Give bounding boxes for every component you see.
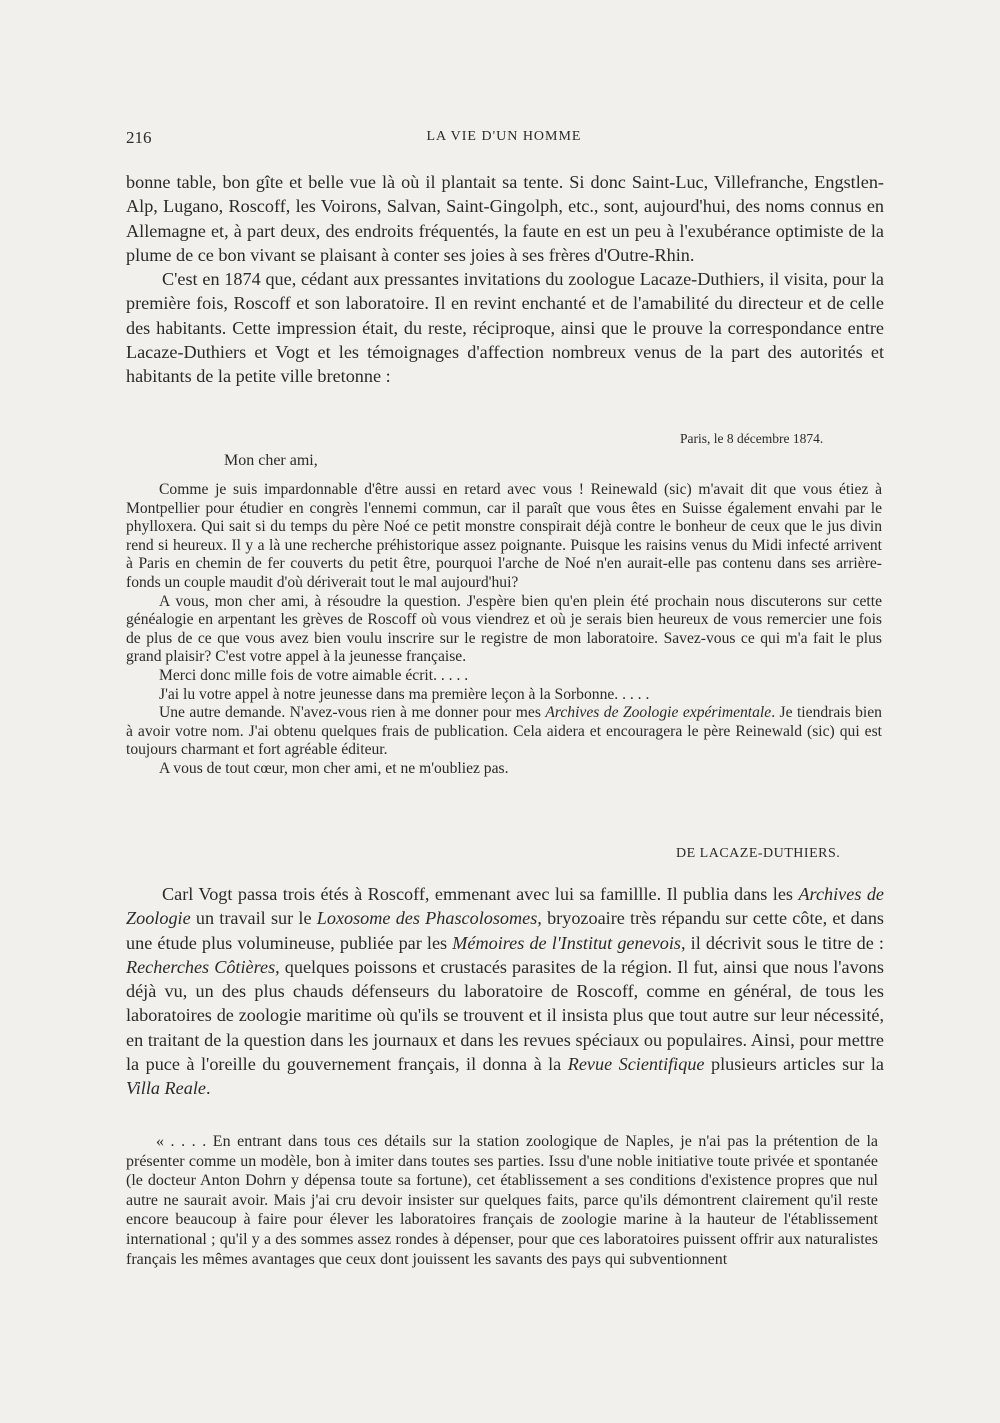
text-run: Carl Vogt passa trois étés à Roscoff, emmenant avec lui sa famillle. Il publia dans les (162, 884, 799, 904)
letter-body (126, 481, 882, 779)
main-section (126, 882, 884, 1101)
text-run: Une autre demande. N'avez-vous rien à me donner pour mes (159, 704, 546, 722)
page-number: 216 (126, 128, 152, 147)
paragraph-1: bonne table, bon gîte et belle vue là où il plantait sa tente. Si donc Saint-Luc, Villefranche, Engstlen-Alp, Lugano, Roscoff, les Voirons, Salvan, Saint-Gingolph, etc., sont, aujourd'hui, des noms connus en Allemagne et, à part deux, des endroits fréquentés, la faute en est un peu à l'exubérance optimiste de la plume de ce bon vivant se plaisant à conter ses joies à ses frères d'Outre-Rhin. (126, 172, 884, 265)
letter-salutation: Mon cher ami, (224, 452, 318, 469)
letter-paragraph-5 (126, 704, 882, 760)
note-paragraph: « . . . . En entrant dans tous ces détails sur la station zoologique de Naples, je n'ai pas la prétention de la présenter comme un modèle, bon à imiter dans toutes ses parties. Issu d'une noble initiative toute privée et spontanée (le docteur Anton Dohrn y dépensa toute sa fortune), cet établissement a ses conditions d'existence propres que nul autre ne saurait avoir. Mais j'ai cru devoir insister sur quelques faits, parce qu'ils démontrent clairement qu'il reste encore beaucoup à faire pour élever les laboratoires français de zoologie marine à la hauteur de l'établissement international ; qu'il y a des sommes assez rondes à dépenser, pour que ces laboratoires puissent offrir aux naturalistes français les mêmes avantages que ceux dont jouissent les savants des pays qui subventionnent (126, 1133, 878, 1268)
text-run: . (205, 1078, 211, 1099)
paragraph-2: C'est en 1874 que, cédant aux pressantes invitations du zoologue Lacaze-Duthiers, il visita, pour la première fois, Roscoff et son laboratoire. Il en revint enchanté et de l'amabilité du directeur et de celle des habitants. Cette impression était, du reste, réciproque, ainsi que le prouve la correspondance entre Lacaze-Duthiers et Vogt et les témoignages d'affection nombreux venus de la part des autorités et habitants de la petite ville bretonne : (126, 269, 884, 387)
page-header (126, 128, 882, 148)
opening-section (126, 170, 884, 389)
italic-title: Loxosome des Phascolosomes, (316, 908, 542, 929)
text-run: plusieurs articles sur la (704, 1054, 884, 1075)
letter-paragraph-1: Comme je suis impardonnable d'être aussi en retard avec vous ! Reinewald (sic) m'avait dit que vous étiez à Montpellier pour étudier en congrès l'ennemi commun, car il paraît que vous êtes en Suisse également envahi par le phylloxera. Qui sait si du temps du père Noé ce petit monstre conspirait déjà contre le bonheur de ceux que le jus divin rend si heureux. Il y a là une recherche préhistorique assez poignante. Puisque les raisins venus du Midi infecté arrivent à Paris en chemin de fer couverts du petit être, pourquoi l'arche de Noé n'en aurait-elle pas contenu dans ses arrière-fonds un couple maudit d'où dériverait tout le mal aujourd'hui? (126, 481, 882, 591)
letter-paragraph-2: A vous, mon cher ami, à résoudre la question. J'espère bien qu'en plein été prochain nous discuterons sur cette généalogie en arpentant les grèves de Roscoff où vous viendrez et où je serais bien heureux de vous remercier une fois de plus de ce que vous avez bien voulu inscrire sur le registre de mon laboratoire. Savez-vous ce qui m'a fait le plus grand plaisir? C'est votre appel à la jeunesse française. (126, 592, 882, 666)
running-title: LA VIE D'UN HOMME (426, 129, 582, 144)
letter-dateline: Paris, le 8 décembre 1874. (680, 431, 824, 446)
letter-paragraph-6: A vous de tout cœur, mon cher ami, et ne m'oubliez pas. (159, 759, 509, 777)
text-run: un travail sur le (190, 908, 317, 929)
text-run: . Je tiendrais bien à avoir votre nom. J'ai obtenu quelques frais de publication. Cela aidera et encouragera le père Reinewald (sic) qui est toujours charmant et fort agréable éditeur. (126, 704, 882, 759)
italic-title: Archives de Zoologie (126, 884, 884, 929)
text-run: , quelques poissons et crustacés parasites de la région. Il fut, ainsi que nous l'avons déjà vu, un des plus chauds défenseurs du laboratoire de Roscoff, comme en général, de tous les laboratoires de zoologie maritime où qu'ils se trouvent et il insista plus que tout autre sur leur nécessité, en traitant de la question dans les journaux et dans les revues spéciaux ou populaires. Ainsi, pour mettre la puce à l'oreille du gouvernement français, il donna à la (126, 956, 884, 1075)
italic-title: Revue Scientifique (567, 1054, 705, 1075)
letter-paragraph-3: Merci donc mille fois de votre aimable écrit. . . . . (159, 666, 469, 684)
text-run: il décrivit sous le titre de : (685, 932, 884, 953)
letter-paragraph-4: J'ai lu votre appel à notre jeunesse dans ma première leçon à la Sorbonne. . . . . (159, 685, 650, 703)
italic-title: Recherches Côtières (126, 956, 276, 977)
letter-signature: DE LACAZE-DUTHIERS. (676, 846, 841, 861)
italic-title: Villa Reale (126, 1078, 206, 1099)
paragraph-3 (126, 882, 884, 1101)
journal-title: Archives de Zoologie expérimentale (545, 704, 772, 722)
italic-title: Mémoires de l'Institut genevois, (452, 932, 686, 953)
quoted-note (126, 1132, 878, 1269)
text-run: bryozoaire très répandu sur cette côte, et dans une étude plus volumineuse, publiée par les (126, 908, 885, 953)
